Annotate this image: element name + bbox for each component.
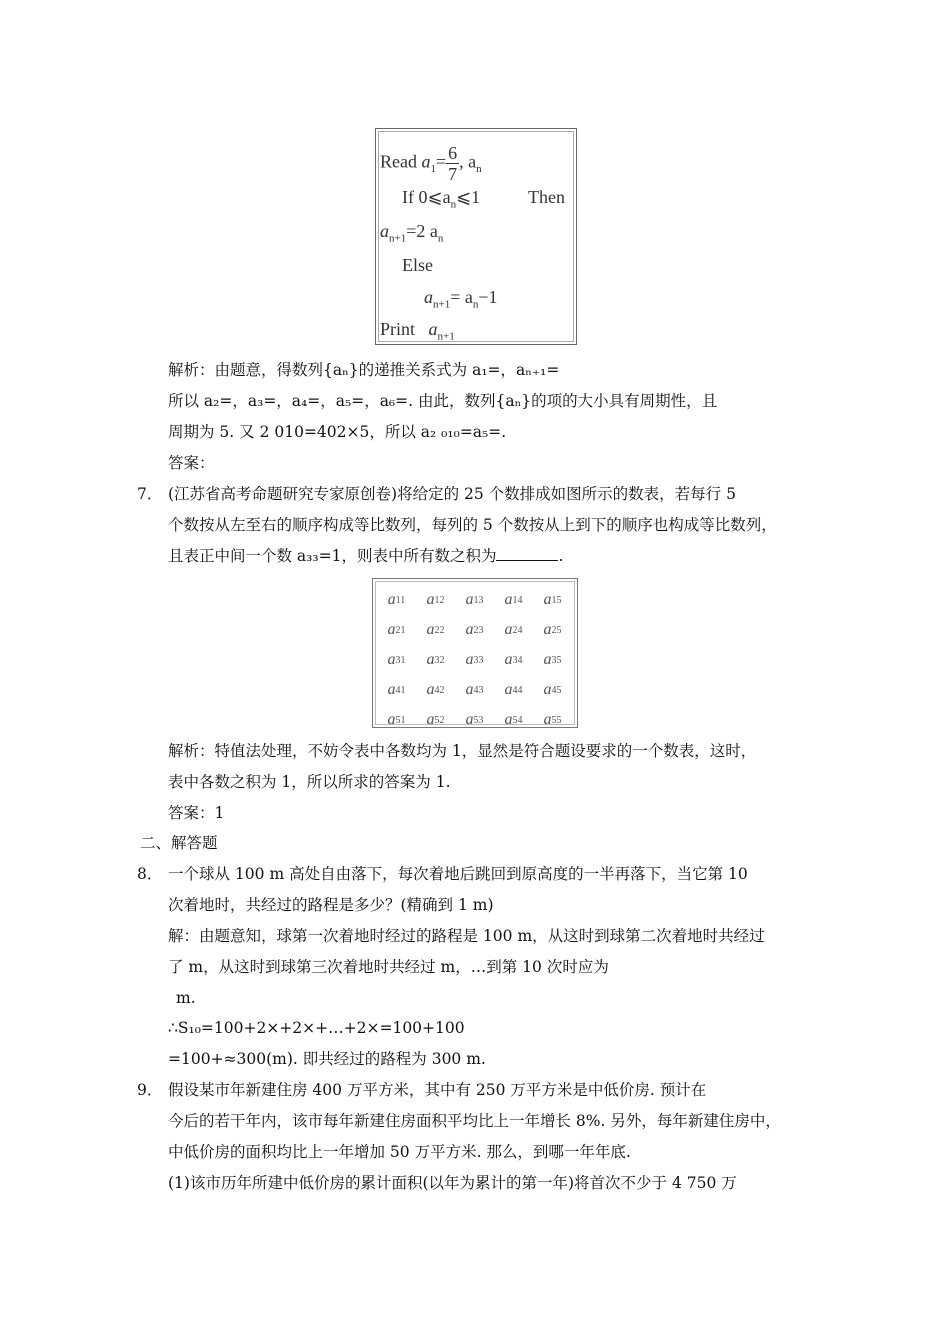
matrix-index: 32 [434, 654, 445, 666]
q9-line-4: (1)该市历年所建中低价房的累计面积(以年为累计的第一年)将首次不少于 4 750 万 [168, 1174, 737, 1192]
matrix-cell [494, 675, 533, 705]
program-print-line [380, 319, 455, 343]
q7-line-3-end: . [558, 547, 564, 565]
matrix-index: 15 [551, 594, 562, 606]
matrix-cell [455, 675, 494, 705]
matrix-index: 22 [434, 624, 445, 636]
matrix-cell [416, 615, 455, 645]
q7-answer: 答案：1 [168, 804, 225, 822]
matrix-index: 55 [551, 714, 562, 726]
subscript: n [450, 198, 457, 211]
matrix-index: 14 [512, 594, 523, 606]
then-keyword: Then [528, 187, 565, 207]
matrix-cell [416, 585, 455, 615]
matrix-index: 41 [395, 684, 406, 696]
matrix-var: a [465, 711, 474, 728]
print-keyword: Print [380, 319, 416, 339]
matrix-cell [455, 645, 494, 675]
subscript: n [476, 163, 482, 176]
matrix-index: 13 [473, 594, 484, 606]
q7-line-2: 个数按从左至右的顺序构成等比数列，每列的 5 个数按从上到下的顺序也构成等比数列， [168, 516, 777, 534]
q7-analysis-line-2: 表中各数之积为 1，所以所求的答案为 1. [168, 773, 451, 791]
read-tail: , a [459, 151, 477, 172]
q7-number: 7． [137, 485, 163, 503]
matrix-var: a [465, 681, 474, 698]
q8-solution-line-2: 了 m，从这时到球第三次着地时共经过 m，…到第 10 次时应为 [168, 958, 609, 976]
matrix-index: 33 [473, 654, 484, 666]
matrix-cell [455, 705, 494, 735]
matrix-index: 51 [395, 714, 406, 726]
matrix-var: a [504, 591, 513, 608]
matrix-var: a [543, 651, 552, 668]
matrix-index: 23 [473, 624, 484, 636]
matrix-var: a [426, 591, 435, 608]
matrix-var: a [465, 621, 474, 638]
matrix-index: 21 [395, 624, 406, 636]
q7-line-3 [168, 546, 563, 566]
program-if-line [402, 187, 480, 211]
matrix-index: 43 [473, 684, 484, 696]
q8-line-2: 次着地时，共经过的路程是多少？(精确到 1 m) [168, 896, 494, 914]
matrix-var: a [387, 711, 396, 728]
q7-line-3-text: 且表正中间一个数 a₃₃=1，则表中所有数之积为 [168, 547, 497, 565]
subscript: n+1 [389, 232, 407, 245]
q8-solution-line-3: m. [176, 989, 196, 1007]
matrix-cell [494, 585, 533, 615]
matrix-var: a [387, 591, 396, 608]
matrix-cell [416, 645, 455, 675]
matrix-var: a [543, 681, 552, 698]
matrix-var: a [504, 651, 513, 668]
q8-number: 8． [137, 865, 163, 883]
matrix-var: a [465, 651, 474, 668]
program-assign1-line [380, 221, 443, 245]
matrix-cell [455, 585, 494, 615]
q6-analysis-line-1: 解析：由题意，得数列{aₙ}的递推关系式为 a₁=，aₙ₊₁= [168, 361, 560, 379]
var-a: a [424, 287, 433, 307]
matrix-var: a [387, 621, 396, 638]
q7-analysis-line-1: 解析：特值法处理，不妨令表中各数均为 1，显然是符合题设要求的一个数表，这时， [168, 742, 757, 760]
number-matrix [372, 578, 578, 728]
matrix-cell [416, 675, 455, 705]
matrix-index: 53 [473, 714, 484, 726]
assign-mid: = a [450, 287, 473, 307]
var-a: a [380, 221, 389, 241]
assign-tail: −1 [478, 287, 498, 307]
matrix-grid [377, 585, 572, 735]
matrix-cell [494, 705, 533, 735]
q8-solution-line-5: =100+≈300(m). 即共经过的路程为 300 m. [168, 1050, 486, 1068]
q6-analysis-line-2: 所以 a₂=，a₃=，a₄=，a₅=，a₆=. 由此，数列{aₙ}的项的大小具有周期性，且 [168, 392, 718, 410]
matrix-cell [533, 615, 572, 645]
matrix-var: a [387, 651, 396, 668]
matrix-cell [533, 585, 572, 615]
matrix-index: 24 [512, 624, 523, 636]
subscript: n+1 [433, 298, 451, 311]
matrix-var: a [426, 681, 435, 698]
equals-sign: = [435, 151, 447, 172]
matrix-var: a [387, 681, 396, 698]
var-a: a [421, 151, 431, 172]
matrix-var: a [504, 681, 513, 698]
matrix-var: a [504, 621, 513, 638]
matrix-index: 42 [434, 684, 445, 696]
matrix-cell [377, 585, 416, 615]
answer-blank [496, 546, 558, 561]
matrix-cell [377, 645, 416, 675]
q6-answer: 答案： [168, 454, 215, 472]
matrix-index: 45 [551, 684, 562, 696]
matrix-cell [533, 675, 572, 705]
assign-rhs: =2 a [406, 221, 438, 241]
var-a: a [428, 319, 438, 339]
matrix-cell [455, 615, 494, 645]
fraction-numerator: 6 [448, 143, 458, 163]
q9-line-1: 假设某市年新建住房 400 万平方米，其中有 250 万平方米是中低价房. 预计在 [168, 1081, 707, 1099]
matrix-cell [533, 645, 572, 675]
matrix-var: a [543, 621, 552, 638]
matrix-index: 12 [434, 594, 445, 606]
matrix-var: a [465, 591, 474, 608]
read-keyword: Read [380, 151, 417, 172]
matrix-cell [377, 705, 416, 735]
if-condition-tail: ⩽1 [456, 187, 481, 207]
fraction [446, 143, 459, 184]
subscript: n [472, 298, 479, 311]
matrix-var: a [543, 591, 552, 608]
q9-line-3: 中低价房的面积均比上一年增加 50 万平方米. 那么，到哪一年年底. [168, 1143, 631, 1161]
else-keyword: Else [402, 255, 433, 275]
program-box [375, 128, 577, 345]
matrix-index: 34 [512, 654, 523, 666]
matrix-var: a [504, 711, 513, 728]
q9-line-2: 今后的若干年内，该市每年新建住房面积平均比上一年增长 8%. 另外，每年新建住房中， [168, 1112, 781, 1130]
fraction-denominator: 7 [448, 164, 458, 184]
section-heading: 二、解答题 [140, 834, 218, 852]
program-assign2-line [424, 287, 498, 311]
q8-solution-line-1: 解：由题意知，球第一次着地时经过的路程是 100 m，从这时到球第二次着地时共经过 [168, 927, 765, 945]
matrix-cell [494, 615, 533, 645]
matrix-cell [416, 705, 455, 735]
q8-line-1: 一个球从 100 m 高处自由落下，每次着地后跳回到原高度的一半再落下，当它第 10 [168, 865, 748, 883]
matrix-index: 52 [434, 714, 445, 726]
matrix-cell [533, 705, 572, 735]
matrix-index: 54 [512, 714, 523, 726]
matrix-var: a [426, 711, 435, 728]
subscript: n [437, 232, 444, 245]
matrix-var: a [426, 621, 435, 638]
matrix-index: 35 [551, 654, 562, 666]
matrix-cell [377, 615, 416, 645]
matrix-index: 31 [395, 654, 406, 666]
subscript: n+1 [437, 330, 455, 343]
q8-solution-line-4: ∴S₁₀=100+2×+2×+…+2×=100+100 [168, 1019, 465, 1037]
q7-line-1: (江苏省高考命题研究专家原创卷)将给定的 25 个数排成如图所示的数表，若每行 5 [168, 485, 736, 503]
program-read-line [380, 143, 482, 184]
if-condition: If 0⩽a [402, 187, 451, 207]
matrix-var: a [426, 651, 435, 668]
subscript: 1 [430, 163, 436, 176]
matrix-cell [494, 645, 533, 675]
matrix-var: a [543, 711, 552, 728]
matrix-cell [377, 675, 416, 705]
q9-number: 9． [137, 1081, 163, 1099]
matrix-index: 25 [551, 624, 562, 636]
q6-analysis-line-3: 周期为 5. 又 2 010=402×5，所以 a₂ ₀₁₀=a₅=. [168, 423, 507, 441]
matrix-index: 44 [512, 684, 523, 696]
matrix-index: 11 [395, 594, 406, 606]
